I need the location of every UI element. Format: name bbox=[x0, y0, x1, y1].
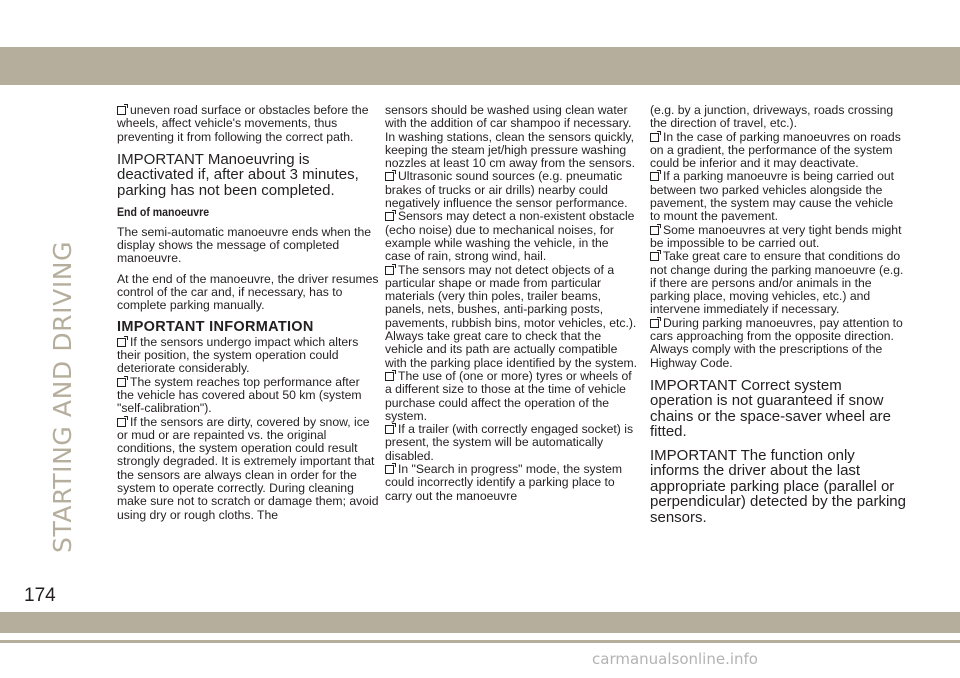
column-3 bbox=[650, 104, 906, 531]
list-item: The use of (one or more) tyres or wheels of a different size to those at the time of vehicle purchase could affect the operation of the system. bbox=[385, 368, 632, 423]
footer-band bbox=[0, 612, 960, 633]
checkbox-bullet-icon bbox=[117, 418, 126, 427]
checkbox-bullet-icon bbox=[117, 106, 126, 115]
heading-important-information: IMPORTANT INFORMATION bbox=[117, 319, 314, 336]
checkbox-bullet-icon bbox=[117, 338, 126, 347]
paragraph: (e.g. by a junction, driveways, roads crossing the direction of travel, etc.). bbox=[650, 103, 894, 131]
section-side-title: STARTING AND DRIVING bbox=[48, 240, 77, 553]
header-band bbox=[0, 47, 960, 85]
important-note: IMPORTANT Manoeuvring is deactivated if, after about 3 minutes, parking has not been completed. bbox=[117, 150, 359, 199]
list-item: Take great care to ensure that conditions do not change during the parking manoeuvre (e.g. if there are persons and/or animals in the parking place, moving vehicles, etc.) and intervene immediately if necessary. bbox=[650, 249, 904, 317]
checkbox-bullet-icon bbox=[385, 212, 394, 221]
checkbox-bullet-icon bbox=[650, 252, 659, 261]
watermark: carmanualsonline.info bbox=[592, 650, 758, 668]
paragraph: The semi-automatic manoeuvre ends when the display shows the message of completed manoeuvre. bbox=[117, 224, 372, 266]
checkbox-bullet-icon bbox=[650, 133, 659, 142]
list-item: The sensors may not detect objects of a particular shape or made from particular materials (very thin poles, trailer beams, panels, nets, bushes, anti-parking posts, pavements, rubbish bins, motor vehicles, etc.). Always take great care to check that the vehicle and its path are actually compatible with the parking place identified by the system. bbox=[385, 262, 638, 370]
checkbox-bullet-icon bbox=[650, 319, 659, 328]
checkbox-bullet-icon bbox=[385, 372, 394, 381]
list-item: Sensors may detect a non-existent obstacle (echo noise) due to mechanical noises, for example while washing the vehicle, in the case of rain, strong wind, hail. bbox=[385, 209, 635, 264]
checkbox-bullet-icon bbox=[117, 378, 126, 387]
page-number: 174 bbox=[24, 585, 56, 606]
list-item: The system reaches top performance after the vehicle has covered about 50 km (system "self-calibration"). bbox=[117, 374, 362, 416]
paragraph: At the end of the manoeuvre, the driver resumes control of the car and, if necessary, has to complete parking manually. bbox=[117, 271, 379, 313]
list-item: If a trailer (with correctly engaged socket) is present, the system will be automatically disabled. bbox=[385, 422, 634, 463]
list-item: If the sensors undergo impact which alters their position, the system operation could deteriorate considerably. bbox=[117, 334, 359, 376]
list-item: During parking manoeuvres, pay attention to cars approaching from the opposite direction. Always comply with the prescriptions of the Highway Code. bbox=[650, 315, 903, 370]
list-item: Ultrasonic sound sources (e.g. pneumatic brakes of trucks or air drills) nearby could negatively influence the sensor performance. bbox=[385, 169, 628, 211]
subheading-end-of-manoeuvre: End of manoeuvre bbox=[117, 205, 210, 220]
column-2 bbox=[385, 104, 637, 503]
paragraph: sensors should be washed using clean water with the addition of car shampoo if necessary. In washing stations, clean the sensors quickly, keeping the steam jet/high pressure washing nozzles at least 10 cm away from the sensors. bbox=[385, 103, 635, 171]
checkbox-bullet-icon bbox=[385, 266, 394, 275]
important-note: IMPORTANT The function only informs the driver about the last appropriate parking place (parallel or perpendicular) detected by the parking sensors. bbox=[650, 446, 906, 526]
list-item: If a parking manoeuvre is being carried out between two parked vehicles alongside the pavement, the system may cause the vehicle to mount the pavement. bbox=[650, 169, 895, 224]
checkbox-bullet-icon bbox=[385, 425, 394, 434]
list-item: uneven road surface or obstacles before the wheels, affect vehicle's movements, thus preventing it from following the correct path. bbox=[117, 103, 369, 144]
checkbox-bullet-icon bbox=[650, 172, 659, 181]
list-item: Some manoeuvres at very tight bends might be impossible to be carried out. bbox=[650, 222, 902, 250]
list-item: In "Search in progress" mode, the system could incorrectly identify a parking place to carry out the manoeuvre bbox=[385, 462, 623, 503]
list-item: If the sensors are dirty, covered by snow, ice or mud or are repainted vs. the original conditions, the system operation could result strongly degraded. It is extremely important that the sensors are always clean in order for the system to operate correctly. During cleaning make sure not to scratch or damage them; avoid using dry or rough cloths. The bbox=[117, 414, 379, 522]
checkbox-bullet-icon bbox=[385, 465, 394, 474]
footer-line bbox=[0, 640, 960, 643]
list-item: In the case of parking manoeuvres on roads on a gradient, the performance of the system could be inferior and it may deactivate. bbox=[650, 129, 901, 171]
checkbox-bullet-icon bbox=[650, 226, 659, 235]
important-note: IMPORTANT Correct system operation is not guaranteed if snow chains or the space-saver wheel are fitted. bbox=[650, 376, 891, 441]
column-1 bbox=[117, 104, 379, 522]
checkbox-bullet-icon bbox=[385, 172, 394, 181]
